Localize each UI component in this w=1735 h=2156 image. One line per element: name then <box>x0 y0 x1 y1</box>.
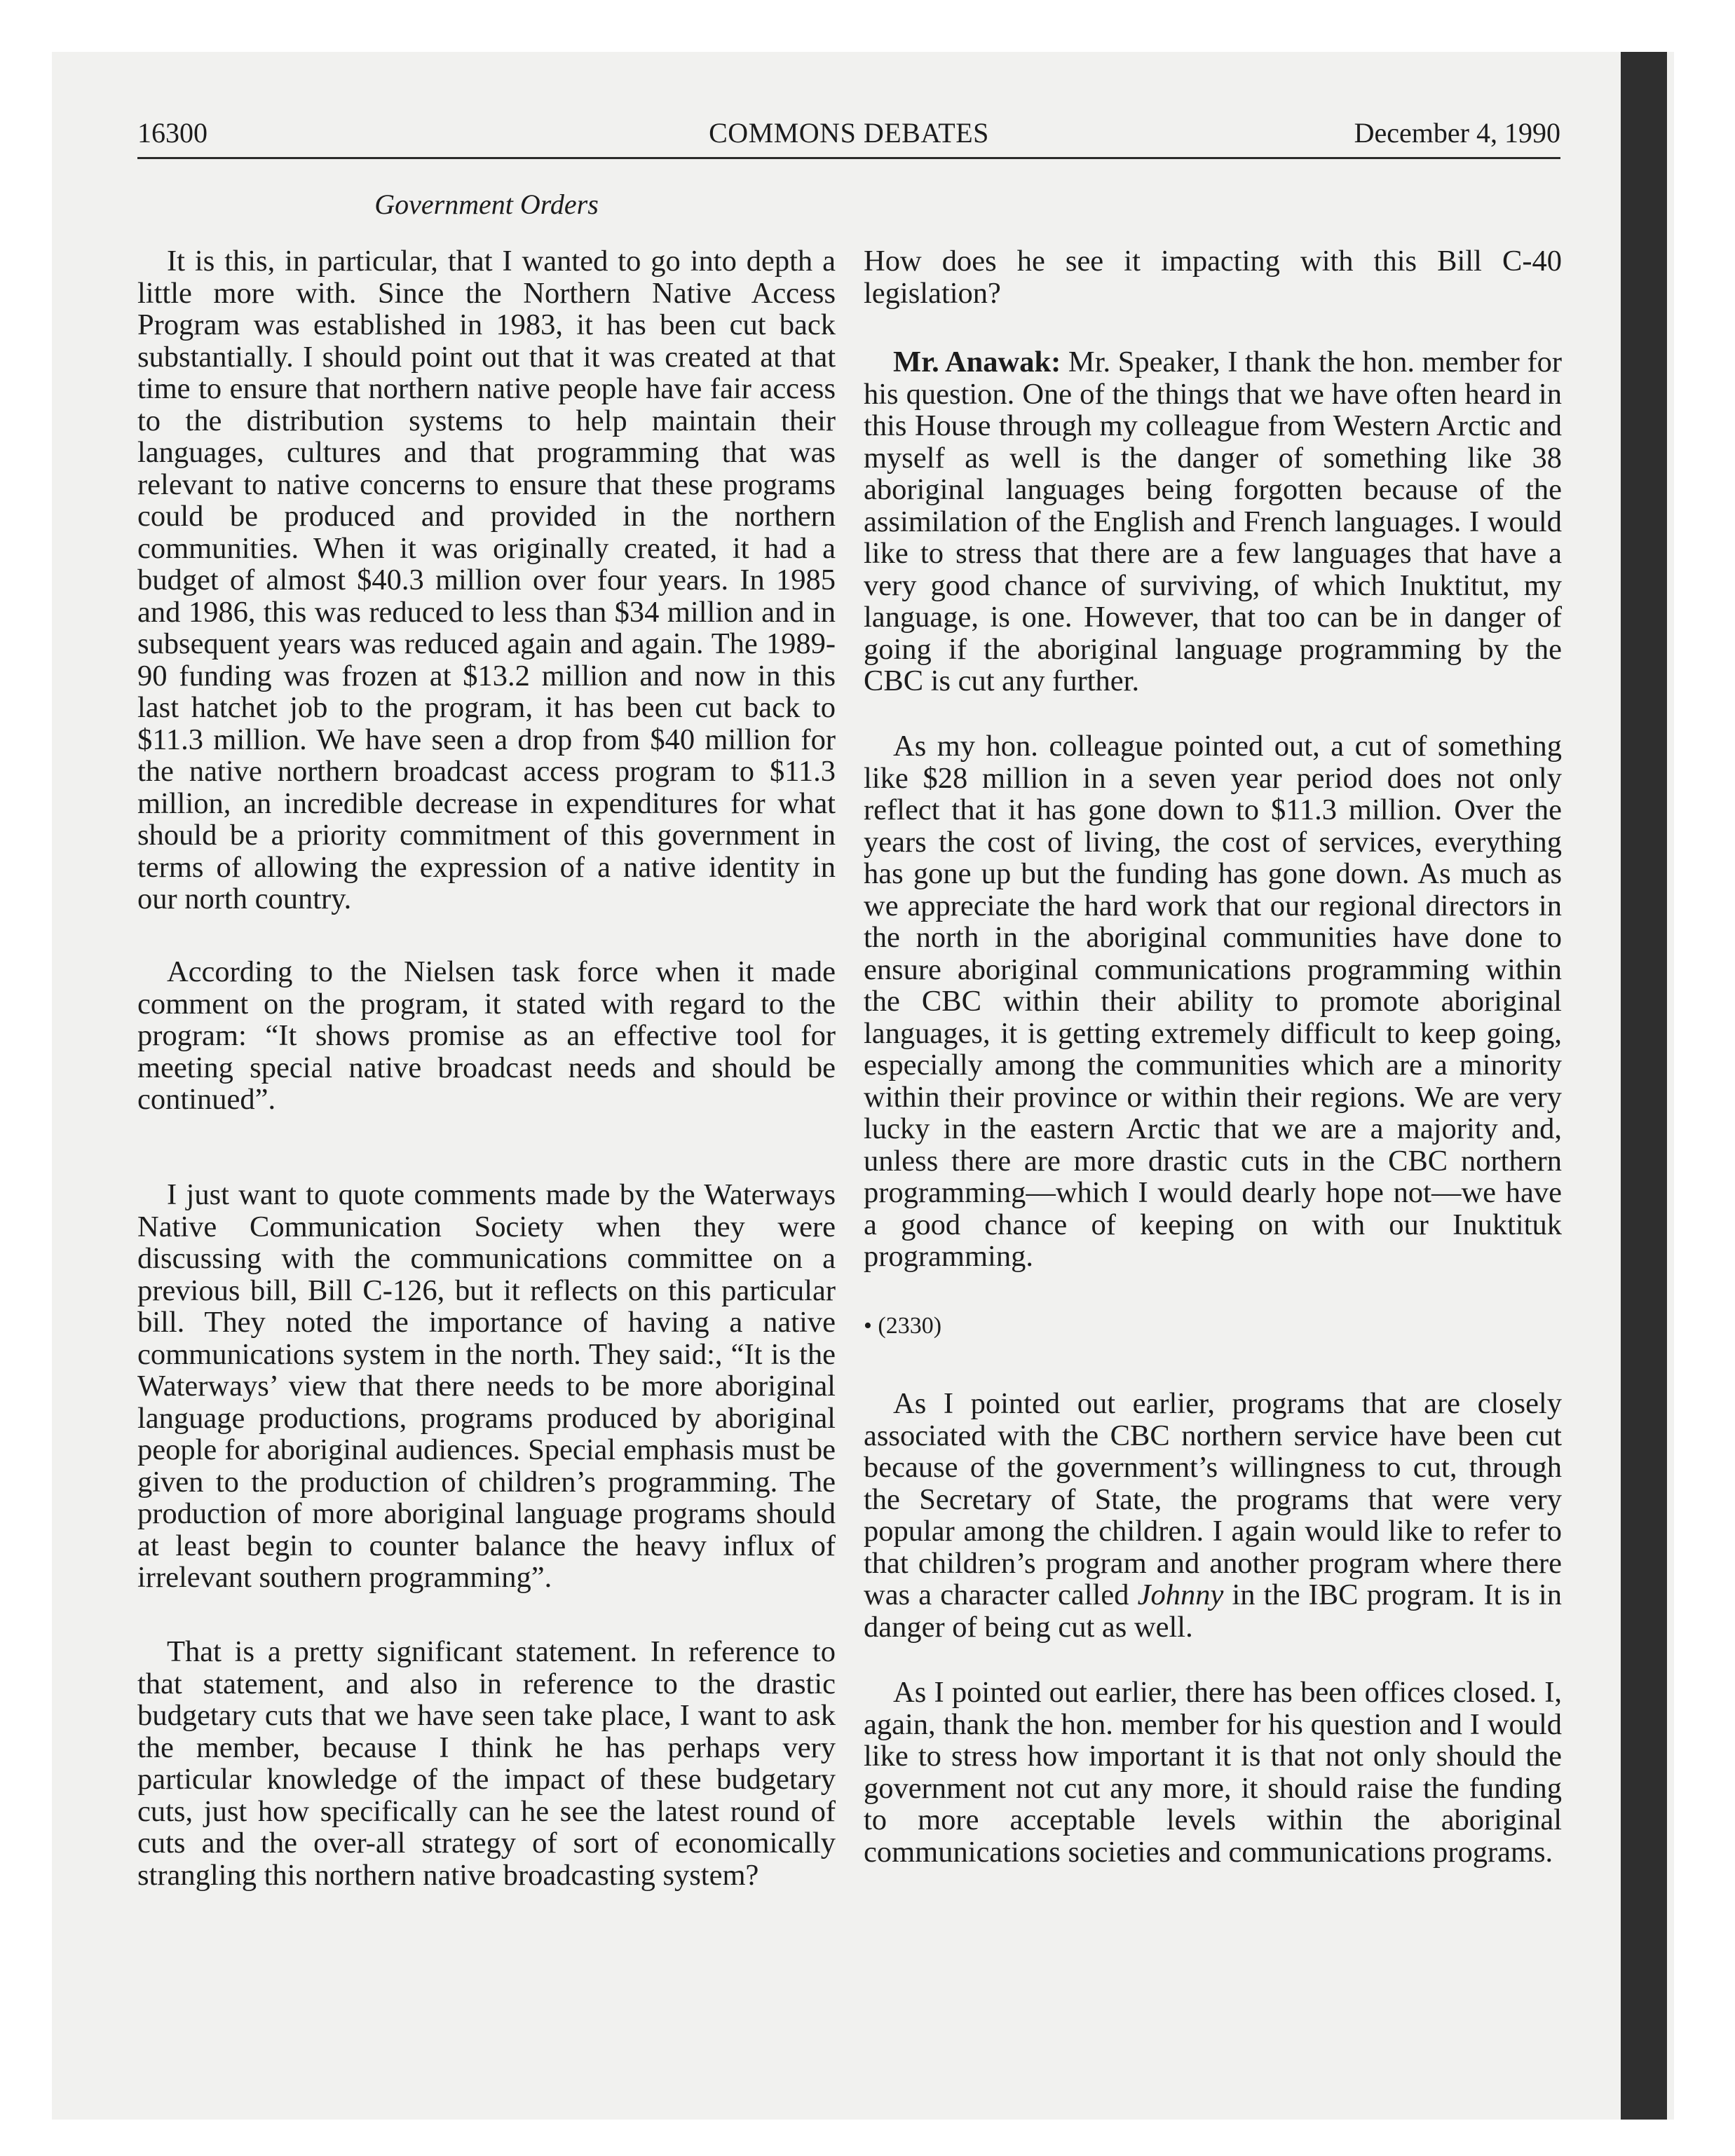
paragraph: I just want to quote comments made by the Waterways Native Communication Society when they were discussing with the communications committee on a previous bill, Bill C-126, but it reflects on this particular bill. They noted the importance of having a native communications system in the north. They said:, “It is the Waterways’ view that there needs to be more aboriginal language productions, programs produced by aboriginal people for aboriginal audiences. Special emphasis must be given to the production of children’s programming. The production of more aboriginal language programs should at least begin to counter balance the heavy influx of irrelevant southern programming”. <box>137 1178 836 1594</box>
paragraph <box>864 346 1562 697</box>
left-column-p2 <box>137 956 836 1116</box>
program-name: Johnny <box>1137 1578 1224 1611</box>
paragraph: That is a pretty significant statement. In reference to that statement, and also in reference to the drastic budgetary cuts that we have seen take place, I want to ask the member, because I think he has perhaps very particular knowledge of the impact of these budgetary cuts, just how specifically can he see the latest round of cuts and the over-all strategy of sort of economically strangling this northern native broadcasting system? <box>137 1635 836 1892</box>
paragraph: How does he see it impacting with this Bill C-40 legislation? <box>864 245 1562 310</box>
left-column-p4 <box>137 1636 836 1891</box>
time-marker-block <box>864 1308 1562 1342</box>
time-marker: • (2330) <box>864 1313 942 1339</box>
page-number: 16300 <box>137 117 207 149</box>
section-title: Government Orders <box>374 189 599 220</box>
page-header <box>137 116 1560 158</box>
scan-edge-shadow <box>1621 52 1667 2120</box>
paragraph: As my hon. colleague pointed out, a cut of something like $28 million in a seven year period does not only reflect that it has gone down to $11.3 million. Over the years the cost of living, the cost of services, everything has gone up but the funding has gone down. As much as we appreciate the hard work that our regional directors in the north in the aboriginal communities have done to ensure aboriginal communications programming within the CBC within their ability to promote aboriginal languages, it is getting extremely difficult to keep going, especially among the communities which are a minority within their province or within their regions. We are very lucky in the eastern Arctic that we are a majority and, unless there are more drastic cuts in the CBC northern programming—which I would dearly hope not—we have a good chance of keeping on with our Inuktituk programming. <box>864 730 1562 1273</box>
right-column-p3 <box>864 1388 1562 1643</box>
paragraph: It is this, in particular, that I wanted to go into depth a little more with. Since the Northern Native Access Program was established in 1983, it has been cut back substantially. I should point out that it was created at that time to ensure that northern native people have fair access to the distribution systems to help maintain their languages, cultures and that programming that was relevant to native concerns to ensure that these programs could be produced and provided in the northern communities. When it was originally created, it had a budget of almost $40.3 million over four years. In 1985 and 1986, this was reduced to less than $34 million and in subsequent years was reduced again and again. The 1989-90 funding was frozen at $13.2 million and now in this last hatchet job to the program, it has been cut back to $11.3 million. We have seen a drop from $40 million for the native northern broadcast access program to $11.3 million, an incredible decrease in expenditures for what should be a priority commitment of this government in terms of allowing the expression of a native identity in our north country. <box>137 245 836 915</box>
publication-date: December 4, 1990 <box>1354 117 1560 149</box>
publication-title: COMMONS DEBATES <box>709 117 989 149</box>
paragraph: As I pointed out earlier, programs that are closely associated with the CBC northern service have been cut because of the government’s willingness to cut, through the Secretary of State, the programs that were very popular among the children. I again would like to refer to that children’s program and another program where there was a character called Johnny in the IBC program. It is in danger of being cut as well. <box>864 1387 1562 1644</box>
paragraph: As I pointed out earlier, there has been offices closed. I, again, thank the hon. member for his question and I would like to stress how important it is that not only should the government not cut any more, it should raise the funding to more acceptable levels within the aboriginal communications societies and communications programs. <box>864 1676 1562 1869</box>
speaker-name: Mr. Anawak: <box>893 346 1061 378</box>
right-column-p2 <box>864 730 1562 1273</box>
right-column-continuation <box>864 245 1562 309</box>
left-column-p3 <box>137 1179 836 1594</box>
right-column-p4 <box>864 1677 1562 1868</box>
paragraph: According to the Nielsen task force when it made comment on the program, it stated with regard to the program: “It shows promise as an effective tool for meeting special native broadcast needs and should be continued”. <box>137 955 836 1116</box>
header-rule <box>137 157 1560 159</box>
speaker-block <box>864 346 1562 697</box>
left-column <box>137 245 836 915</box>
speaker-text: Mr. Speaker, I thank the hon. member for his question. One of the things that we have often heard in this House through my colleague from Western Arctic and myself as well is the danger of something like 38 aboriginal languages being forgotten because of the assimilation of the English and French languages. I would like to stress that there are a few languages that have a very good chance of surviving, of which Inuktitut, my language, is one. However, that too can be in danger of going if the aboriginal language programming by the CBC is cut any further. <box>864 346 1562 697</box>
